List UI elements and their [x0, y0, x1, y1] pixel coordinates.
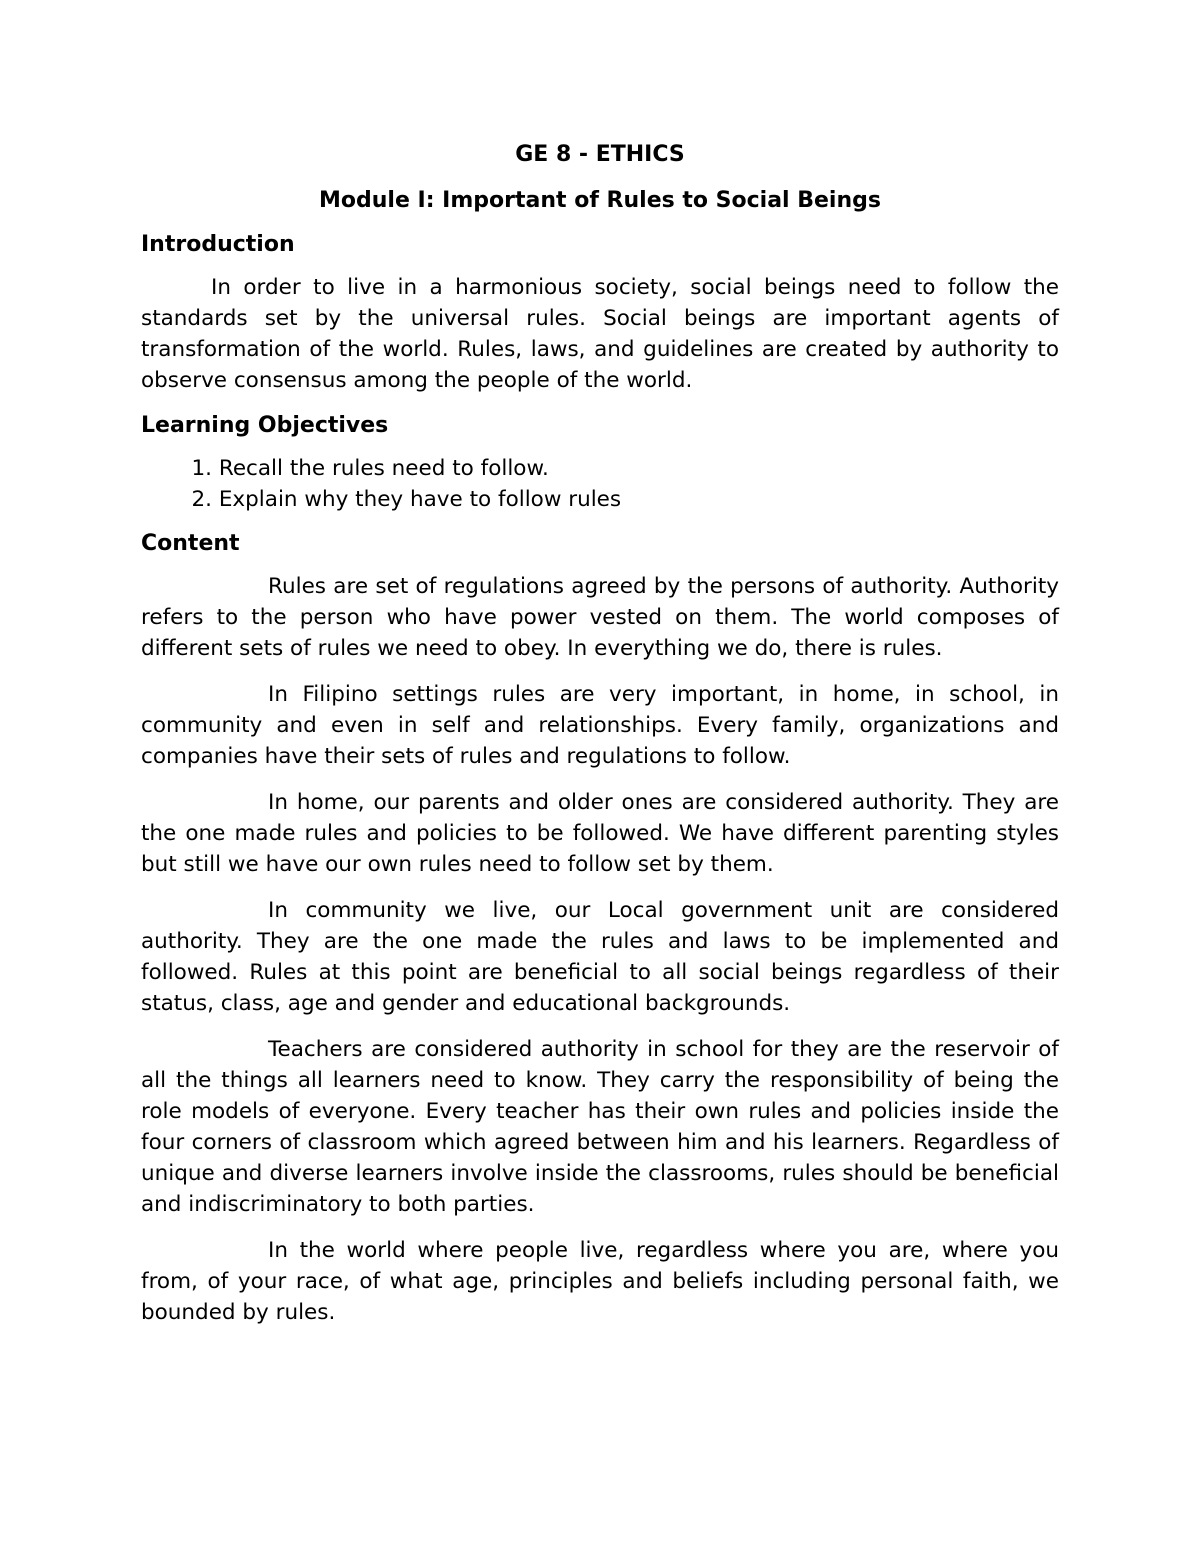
objective-item	[141, 484, 1059, 515]
objective-number: 1.	[191, 456, 212, 481]
objective-text: Explain why they have to follow rules	[218, 487, 622, 512]
module-title: Module I: Important of Rules to Social Beings	[319, 188, 881, 213]
content-heading: Content	[141, 531, 240, 556]
objective-item	[141, 453, 1059, 484]
introduction-paragraph: In order to live in a harmonious society, social beings need to follow the standards set by the universal rules. Social beings are important agents of transformation of the world. Rules, laws, and guidelines are created by authority to observe consensus among the people of the world.	[141, 275, 1059, 393]
introduction-heading: Introduction	[141, 232, 295, 257]
content-paragraph: In home, our parents and older ones are considered authority. They are the one made rules and policies to be followed. We have different parenting styles but still we have our own rules need to follow set by them.	[141, 790, 1059, 877]
learning-objectives-list	[141, 453, 1059, 515]
objective-number: 2.	[191, 487, 212, 512]
content-paragraph: In the world where people live, regardless where you are, where you from, of your race, of what age, principles and beliefs including personal faith, we bounded by rules.	[141, 1238, 1059, 1325]
content-paragraph: Teachers are considered authority in school for they are the reservoir of all the things all learners need to know. They carry the responsibility of being the role models of everyone. Every teacher has their own rules and policies inside the four corners of classroom which agreed between him and his learners. Regardless of unique and diverse learners involve inside the classrooms, rules should be beneficial and indiscriminatory to both parties.	[141, 1037, 1059, 1217]
objective-text: Recall the rules need to follow.	[218, 456, 549, 481]
content-paragraph: In community we live, our Local government unit are considered authority. They are the one made the rules and laws to be implemented and followed. Rules at this point are beneficial to all social beings regardless of their status, class, age and gender and educational backgrounds.	[141, 898, 1059, 1016]
learning-objectives-heading: Learning Objectives	[141, 413, 389, 438]
content-paragraph: Rules are set of regulations agreed by the persons of authority. Authority refers to the person who have power vested on them. The world composes of different sets of rules we need to obey. In everything we do, there is rules.	[141, 574, 1059, 661]
course-title: GE 8 - ETHICS	[515, 142, 685, 167]
document-page	[141, 140, 1059, 1343]
content-paragraph: In Filipino settings rules are very important, in home, in school, in community and even in self and relationships. Every family, organizations and companies have their sets of rules and regulations to follow.	[141, 682, 1059, 769]
